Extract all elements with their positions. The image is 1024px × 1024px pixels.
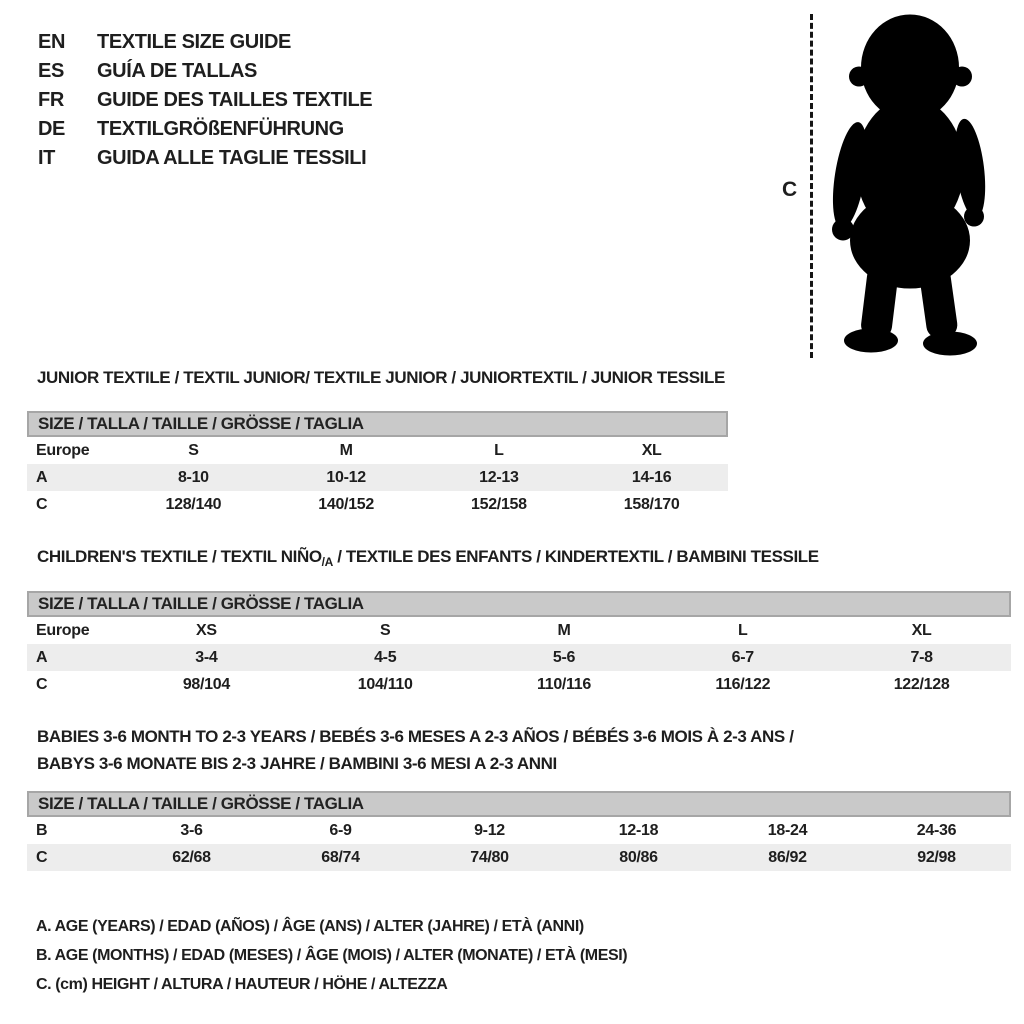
- table-cell: 3-6: [180, 822, 203, 839]
- table-cell: 8-10: [177, 469, 209, 486]
- guide-title-es: GUÍA DE TALLAS: [97, 60, 257, 82]
- children-section-title: [37, 547, 819, 569]
- table-cell: 98/104: [182, 676, 230, 693]
- row-label: Europe: [36, 442, 90, 459]
- table-cell: XL: [911, 622, 932, 639]
- table-cell: 24-36: [916, 822, 957, 839]
- language-code: IT: [38, 147, 55, 169]
- table-cell: 110/116: [537, 676, 591, 693]
- table-cell: 116/122: [715, 676, 771, 693]
- language-row-de: [38, 115, 372, 144]
- table-cell: 18-24: [767, 822, 808, 839]
- table-cell: M: [557, 622, 571, 639]
- table-row: [27, 644, 1011, 671]
- height-measure-label: C: [782, 178, 798, 201]
- table-cell: 68/74: [321, 849, 360, 866]
- legend-line-a: A. AGE (YEARS) / EDAD (AÑOS) / ÂGE (ANS) / ALTER (JAHRE) / ETÀ (ANNI): [36, 918, 584, 935]
- language-list: [38, 28, 372, 173]
- legend-line-c: C. (cm) HEIGHT / ALTURA / HAUTEUR / HÖHE / ALTEZZA: [36, 976, 448, 993]
- table-cell: 104/110: [357, 676, 413, 693]
- table-cell: 10-12: [326, 469, 366, 486]
- legend-block: [36, 912, 627, 999]
- language-row-en: [38, 28, 372, 57]
- babies-title-line2: BABYS 3-6 MONATE BIS 2-3 JAHRE / BAMBINI 3-6 MESI A 2-3 ANNI: [37, 754, 557, 773]
- junior-size-table: [27, 411, 728, 518]
- children-title-pre: CHILDREN'S TEXTILE / TEXTIL NIÑO: [37, 547, 322, 566]
- height-dashed-line: [810, 14, 813, 358]
- row-label: C: [36, 849, 48, 866]
- table-row: [27, 817, 1011, 844]
- babies-table-rows: [27, 817, 1011, 871]
- size-header-bar: SIZE / TALLA / TAILLE / GRÖSSE / TAGLIA: [27, 411, 728, 437]
- table-cell: 6-7: [731, 649, 754, 666]
- table-cell: 12-13: [479, 469, 519, 486]
- table-cell: 74/80: [470, 849, 509, 866]
- table-cell: 92/98: [917, 849, 956, 866]
- children-table-rows: [27, 617, 1011, 698]
- table-cell: L: [494, 442, 504, 459]
- children-title-subscript: /A: [321, 555, 333, 569]
- table-cell: XL: [641, 442, 662, 459]
- table-cell: 4-5: [374, 649, 397, 666]
- table-cell: M: [339, 442, 353, 459]
- children-title-post: / TEXTILE DES ENFANTS / KINDERTEXTIL / BAMBINI TESSILE: [332, 547, 819, 566]
- legend-line-b: B. AGE (MONTHS) / EDAD (MESES) / ÂGE (MOIS) / ALTER (MONATE) / ETÀ (MESI): [36, 947, 628, 964]
- table-cell: 6-9: [329, 822, 352, 839]
- table-cell: 152/158: [471, 496, 527, 513]
- table-cell: 158/170: [623, 496, 680, 513]
- row-label: A: [36, 649, 48, 666]
- table-cell: 7-8: [910, 649, 933, 666]
- table-cell: 3-4: [195, 649, 218, 666]
- toddler-silhouette-icon: [822, 12, 996, 358]
- table-cell: 80/86: [619, 849, 658, 866]
- language-row-fr: [38, 86, 372, 115]
- babies-size-table: [27, 791, 1011, 871]
- language-code: ES: [38, 60, 64, 82]
- table-cell: 5-6: [552, 649, 576, 666]
- table-cell: 12-18: [618, 822, 659, 839]
- guide-title-de: TEXTILGRÖßENFÜHRUNG: [97, 118, 344, 140]
- guide-title-en: TEXTILE SIZE GUIDE: [97, 31, 291, 53]
- table-cell: 122/128: [893, 676, 950, 693]
- size-header-bar: SIZE / TALLA / TAILLE / GRÖSSE / TAGLIA: [27, 591, 1011, 617]
- language-row-es: [38, 57, 372, 86]
- table-row: [27, 491, 728, 518]
- table-row: [27, 617, 1011, 644]
- table-cell: 14-16: [631, 469, 672, 486]
- table-cell: L: [738, 622, 748, 639]
- children-size-table: [27, 591, 1011, 698]
- table-row: [27, 437, 728, 464]
- height-measure-figure: [770, 8, 1000, 360]
- junior-table-rows: [27, 437, 728, 518]
- table-cell: 62/68: [172, 849, 211, 866]
- junior-title-text: JUNIOR TEXTILE / TEXTIL JUNIOR/ TEXTILE JUNIOR / JUNIORTEXTIL / JUNIOR TESSILE: [37, 368, 725, 387]
- guide-title-fr: GUIDE DES TAILLES TEXTILE: [97, 89, 373, 111]
- guide-title-it: GUIDA ALLE TAGLIE TESSILI: [97, 147, 367, 169]
- table-row: [27, 464, 728, 491]
- row-label: A: [36, 469, 48, 486]
- table-cell: 9-12: [474, 822, 505, 839]
- row-label: C: [36, 676, 48, 693]
- table-cell: 86/92: [768, 849, 807, 866]
- size-header-bar: SIZE / TALLA / TAILLE / GRÖSSE / TAGLIA: [27, 791, 1011, 817]
- language-code: EN: [38, 31, 65, 53]
- table-cell: 128/140: [165, 496, 222, 513]
- language-code: DE: [38, 118, 65, 140]
- junior-section-title: [37, 368, 725, 388]
- language-row-it: [38, 144, 372, 173]
- table-cell: XS: [196, 622, 217, 639]
- babies-title-line1: BABIES 3-6 MONTH TO 2-3 YEARS / BEBÉS 3-6 MESES A 2-3 AÑOS / BÉBÉS 3-6 MOIS À 2-3 ANS /: [37, 727, 794, 746]
- row-label: Europe: [36, 622, 90, 639]
- language-code: FR: [38, 89, 64, 111]
- table-cell: 140/152: [318, 496, 374, 513]
- table-cell: S: [188, 442, 199, 459]
- babies-section-title: [37, 723, 794, 777]
- row-label: B: [36, 822, 48, 839]
- row-label: C: [36, 496, 48, 513]
- table-cell: S: [380, 622, 391, 639]
- table-row: [27, 671, 1011, 698]
- table-row: [27, 844, 1011, 871]
